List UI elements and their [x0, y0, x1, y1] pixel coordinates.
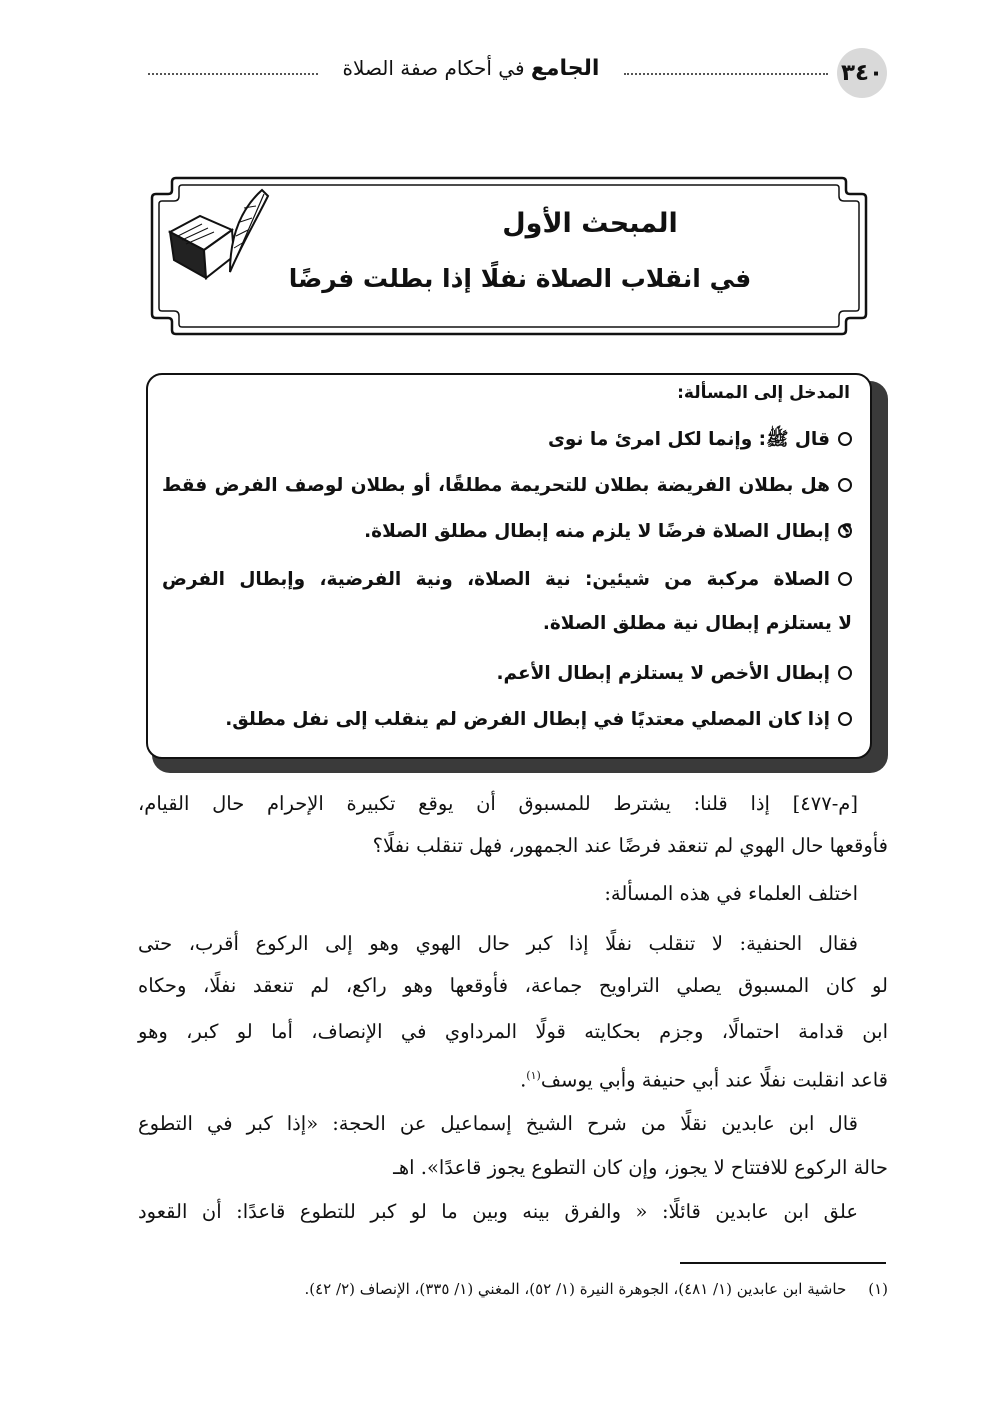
intro-box — [146, 373, 872, 759]
footnote-text: حاشية ابن عابدين (١/ ٤٨١)، الجوهرة النيرة (١/ ٥٢)، المغني (١/ ٣٣٥)، الإنصاف (٢/ ٤٢). — [304, 1280, 847, 1298]
intro-item — [162, 509, 852, 555]
body-line-end: . — [520, 1068, 527, 1092]
intro-item — [162, 697, 852, 743]
page-number: ٣٤٠ — [837, 48, 887, 98]
intro-item-text: هل بطلان الفريضة بطلان للتحريمة مطلقًا، أو بطلان لوصف الفرض فقط ؟ — [162, 475, 852, 542]
body-line: علق ابن عابدين قائلًا: « والفرق بينه وبين ما لو كبر للتطوع قاعدًا: أن القعود — [138, 1200, 858, 1223]
body-line: فقال الحنفية: لا تنقلب نفلًا إذا كبر حال الهوي وهو إلى الركوع أقرب، حتى — [138, 932, 858, 955]
header-dotted-rule-left — [148, 73, 318, 75]
intro-heading: المدخل إلى المسألة: — [677, 383, 850, 403]
body-line: [م-٤٧٧] إذا قلنا: يشترط للمسبوق أن يوقع تكبيرة الإحرام حال القيام، — [138, 792, 858, 815]
intro-item — [162, 651, 852, 697]
intro-item-text: إبطال الأخص لا يستلزم إبطال الأعم. — [496, 663, 830, 684]
bullet-circle-icon — [838, 712, 852, 726]
intro-item — [162, 417, 852, 463]
intro-item-text: قال ﷺ: وإنما لكل امرئ ما نوى — [547, 429, 830, 450]
intro-item-text: إبطال الصلاة فرضًا لا يلزم منه إبطال مطلق الصلاة. — [364, 521, 830, 542]
intro-item-text: إذا كان المصلي معتديًا في إبطال الفرض لم ينقلب إلى نفل مطلق. — [225, 709, 830, 730]
body-line: اختلف العلماء في هذه المسألة: — [604, 882, 858, 905]
bullet-circle-icon — [838, 572, 852, 586]
bullet-circle-icon — [838, 524, 852, 538]
footnote-rule — [680, 1262, 886, 1264]
bullet-circle-icon — [838, 478, 852, 492]
intro-item — [162, 557, 852, 603]
bullet-circle-icon — [838, 432, 852, 446]
body-line — [138, 1056, 888, 1101]
body-line-text: قاعد انقلبت نفلًا عند أبي حنيفة وأبي يوسف — [540, 1068, 888, 1092]
bullet-circle-icon — [838, 666, 852, 680]
body-line: قال ابن عابدين نقلًا من شرح الشيخ إسماعيل عن الحجة: «إذا كبر في التطوع — [138, 1112, 858, 1135]
header-dotted-rule — [624, 73, 828, 75]
footnote-marker[interactable]: (١) — [526, 1069, 541, 1082]
intro-item-continuation: لا يستلزم إبطال نية مطلق الصلاة. — [542, 613, 852, 634]
intro-item-text: الصلاة مركبة من شيئين: نية الصلاة، ونية الفرضية، وإبطال الفرض — [162, 569, 830, 590]
footnote — [305, 1280, 889, 1298]
body-line: ابن قدامة احتمالًا، وجزم بحكايته قولًا المرداوي في الإنصاف، أما لو كبر، وهو — [138, 1020, 888, 1043]
body-line: فأوقعها حال الهوي لم تنعقد فرضًا عند الجمهور، فهل تنقلب نفلًا؟ — [372, 834, 888, 857]
body-line: لو كان المسبوق يصلي التراويح جماعة، فأوقعها وهو راكع، لم تنعقد نفلًا، وحكاه — [138, 974, 888, 997]
book-title-rest: في أحكام صفة الصلاة — [342, 56, 525, 80]
body-line: حالة الركوع للافتتاح لا يجوز، وإن كان التطوع يجوز قاعدًا». اهـ — [393, 1156, 888, 1179]
book-title-main: الجامع — [530, 56, 600, 81]
footnote-number: (١) — [868, 1280, 888, 1298]
running-header-title — [320, 56, 622, 81]
chapter-title: المبحث الأول — [502, 208, 678, 239]
chapter-subtitle: في انقلاب الصلاة نفلًا إذا بطلت فرضًا — [288, 264, 752, 293]
